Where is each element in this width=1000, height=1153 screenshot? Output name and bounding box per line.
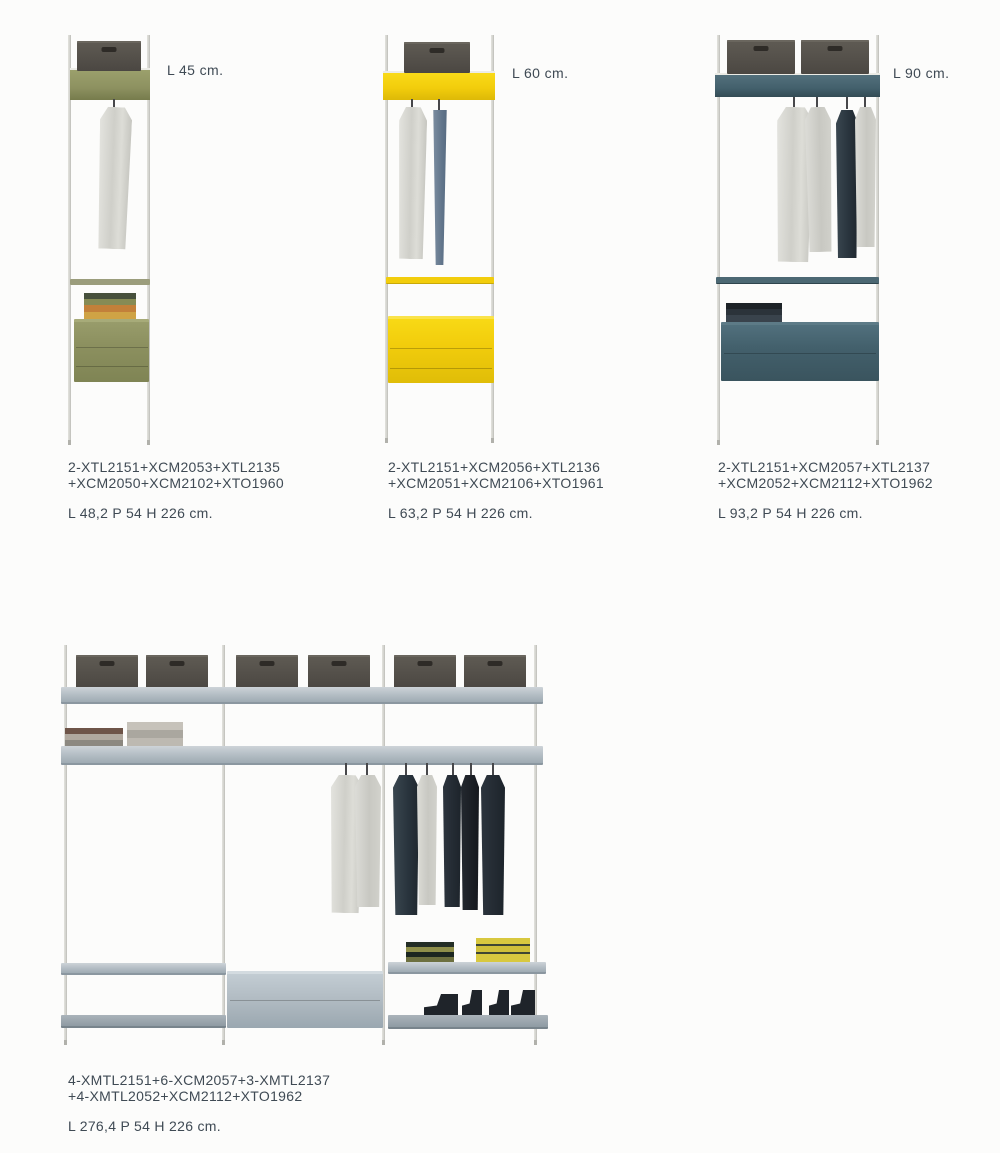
drawer-chest <box>74 319 149 382</box>
code-line: 4-XMTL2151+6-XCM2057+3-XMTL2137 <box>68 1072 331 1088</box>
folded-item <box>726 315 782 322</box>
box-handle-slot <box>418 661 433 666</box>
code-line: 2-XTL2151+XCM2053+XTL2135 <box>68 459 281 475</box>
code-line: +XCM2052+XCM2112+XTO1962 <box>718 475 933 491</box>
left-bottom-shelf <box>61 1015 226 1028</box>
hanging-jeans <box>428 110 452 265</box>
hanging-shirt <box>397 107 428 259</box>
code-line: +4-XMTL2052+XCM2112+XTO1962 <box>68 1088 303 1104</box>
hanging-shirt <box>855 107 876 247</box>
hanger-hook <box>452 763 454 775</box>
box-handle-slot <box>754 46 769 51</box>
hanging-garment-dark <box>443 775 461 907</box>
storage-box <box>404 42 470 73</box>
mid-rail <box>386 277 494 284</box>
product-code-276 <box>68 1072 330 1104</box>
storage-box <box>76 655 138 688</box>
box-handle-slot <box>170 661 185 666</box>
hanger-hook <box>345 763 347 775</box>
mid-rail <box>70 279 150 285</box>
hanging-shirt <box>805 107 834 252</box>
hanging-garment-dark <box>393 775 419 915</box>
box-handle-slot <box>260 661 275 666</box>
hanger-hook <box>492 763 494 775</box>
drawer-divider <box>724 353 876 354</box>
boot <box>462 990 482 1016</box>
code-line: 2-XTL2151+XCM2056+XTL2136 <box>388 459 601 475</box>
drawer-chest <box>388 316 494 383</box>
product-dimensions-90: L 93,2 P 54 H 226 cm. <box>718 505 863 521</box>
product-code-60 <box>388 459 604 491</box>
box-handle-slot <box>430 48 445 53</box>
wardrobe-post <box>222 645 225 1045</box>
box-handle-slot <box>100 661 115 666</box>
hanging-garment-dark <box>481 775 505 915</box>
product-code-45 <box>68 459 284 491</box>
top-shelf-panel <box>70 68 150 100</box>
box-handle-slot <box>828 46 843 51</box>
code-line: +XCM2051+XCM2106+XTO1961 <box>388 475 604 491</box>
boot <box>511 990 535 1016</box>
right-mid-shelf <box>388 962 546 974</box>
box-handle-slot <box>488 661 503 666</box>
hanger-hook <box>426 763 428 775</box>
hanger-hook <box>438 99 440 110</box>
width-label-90: L 90 cm. <box>893 65 950 81</box>
box-handle-slot <box>332 661 347 666</box>
storage-box <box>236 655 298 688</box>
top-shelf <box>61 687 543 704</box>
folded-clothes-stack <box>406 942 454 962</box>
hanger-hook <box>405 763 407 775</box>
boot <box>489 990 509 1016</box>
code-line: 2-XTL2151+XCM2057+XTL2137 <box>718 459 931 475</box>
folded-clothes-stack <box>65 728 123 746</box>
drawer-chest <box>721 322 879 381</box>
hanging-trousers <box>836 110 858 258</box>
hanger-hook <box>793 97 795 107</box>
storage-box <box>308 655 370 688</box>
wardrobe-post <box>64 645 67 1045</box>
hanging-shirt <box>96 106 133 249</box>
folded-clothes-stack <box>476 938 530 962</box>
storage-box <box>727 40 795 74</box>
mid-rail <box>716 277 879 284</box>
width-label-45: L 45 cm. <box>167 62 224 78</box>
folded-item <box>127 730 183 738</box>
folded-item <box>127 722 183 730</box>
hanger-hook <box>846 97 848 109</box>
code-line: +XCM2050+XCM2102+XTO1960 <box>68 475 284 491</box>
hanger-hook <box>366 763 368 775</box>
product-dimensions-60: L 63,2 P 54 H 226 cm. <box>388 505 533 521</box>
drawer-divider <box>230 1000 380 1001</box>
storage-box <box>464 655 526 688</box>
hanger-hook <box>864 97 866 107</box>
box-handle-slot <box>102 47 117 52</box>
storage-box <box>146 655 208 688</box>
folded-item <box>84 312 136 319</box>
folded-item <box>127 738 183 746</box>
storage-box <box>394 655 456 688</box>
folded-item <box>84 305 136 312</box>
product-code-90 <box>718 459 933 491</box>
hanging-garment-dark <box>461 775 479 910</box>
folded-clothes-stack <box>726 303 782 322</box>
storage-box <box>801 40 869 74</box>
top-shelf-panel <box>383 71 495 100</box>
folded-item <box>476 954 530 962</box>
hanger-hook <box>470 763 472 775</box>
hanging-shirt <box>355 775 381 907</box>
shoe-shelf <box>388 1015 548 1029</box>
folded-clothes-stack <box>127 722 183 746</box>
drawer-chest <box>227 971 383 1028</box>
storage-box <box>77 41 141 71</box>
left-low-shelf <box>61 963 226 975</box>
drawer-divider <box>76 366 148 367</box>
drawer-divider <box>390 348 492 349</box>
hanger-hook <box>411 99 413 108</box>
wardrobe-post <box>534 645 537 1045</box>
folded-clothes-stack <box>84 293 136 319</box>
hanger-hook <box>113 99 115 108</box>
product-dimensions-45: L 48,2 P 54 H 226 cm. <box>68 505 213 521</box>
boots <box>424 994 458 1016</box>
top-shelf-panel <box>715 73 880 97</box>
hanger-hook <box>816 97 818 107</box>
drawer-divider <box>76 347 148 348</box>
product-dimensions-276: L 276,4 P 54 H 226 cm. <box>68 1118 221 1134</box>
hanging-shirt <box>417 775 437 905</box>
drawer-divider <box>390 368 492 369</box>
width-label-60: L 60 cm. <box>512 65 569 81</box>
